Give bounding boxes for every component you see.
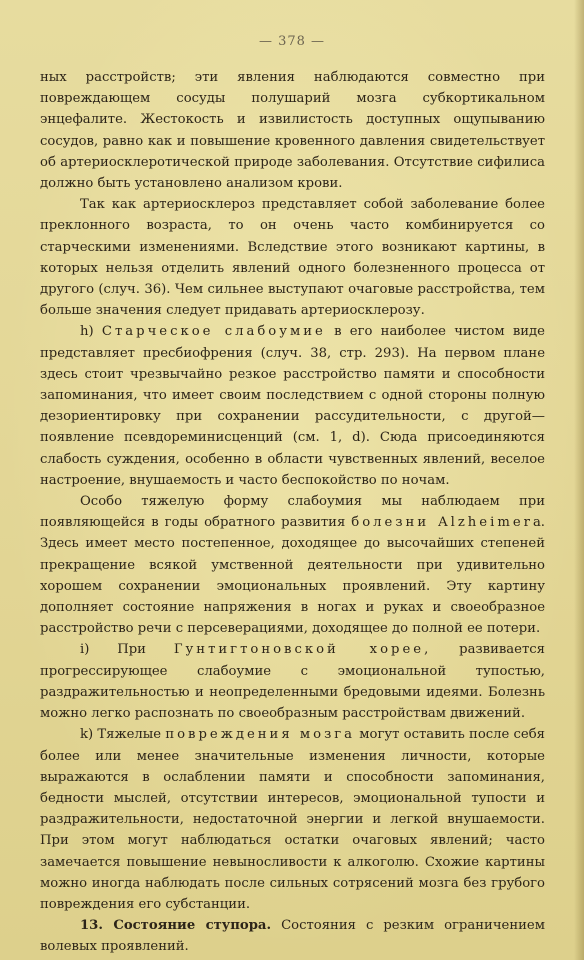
paragraph-text-after: а. Здесь имеет место постепенное, доходящее до высочайших степеней прекращение всякой умственной деятельности при удивительно хорошем сохранении эмоциональных проявлений. Эту картину дополняет состояние напряжения в ногах и руках и своеобразное расстройство речи с персеверациями, доходящее до полной ее потери. bbox=[40, 515, 545, 637]
spaced-term: болезни Alzheimer bbox=[351, 515, 533, 531]
paragraph-text: Состояния с резким ограничением волевых проявлений. bbox=[40, 918, 545, 955]
spaced-term: Старческое слабоумие bbox=[101, 324, 326, 340]
item-label: k) Тяжелые bbox=[80, 727, 162, 743]
paragraph-text: в его наиболее чистом виде представляет пресбиофрения (случ. 38, стр. 293). На первом плане здесь стоит чрезвычайно резкое расстройство памяти и способности запоминания, что имеет своим последствием с одной стороны полную дезориентировку при сохранении рассудительности, с другой—появление псевдореминисценций (см. 1, d). Сюда присоединяются слабость суждения, особенно в области чувственных явлений, веселое настроение, внушаемость и часто беспокойство по ночам. bbox=[40, 324, 545, 488]
item-label: i) При bbox=[80, 642, 146, 658]
paragraph-text: Так как артериосклероз представляет собой заболевание более преклонного возраста, то он очень часто комбинируется со старческими изменениями. Вследствие этого возникают картины, в которых нельзя отделить явлений одного болезненного процесса от другого (случ. 36). Чем сильнее выступают очаговые расстройства, тем больше значения следует придавать артериосклерозу. bbox=[40, 197, 545, 319]
paragraph-brain-injury bbox=[40, 724, 545, 915]
spaced-term: повреждения мозга bbox=[165, 727, 356, 743]
item-label: h) bbox=[80, 324, 94, 340]
paragraph-arteriosclerosis bbox=[40, 194, 545, 321]
paragraph-text: могут оставить после себя более или менее значительные изменения личности, которые выражаются в ослаблении памяти и способности запоминания, бедности мыслей, отсутствии интересов, эмоциональной тупости и раздражительности, недостаточной энергии и легкой внушаемости. При этом могут наблюдаться остатки очаговых явлений; часто замечается повышение невыносливости к алкоголю. Схожие картины можно иногда наблюдать после сильных сотрясений мозга без грубого повреждения его субстанции. bbox=[40, 727, 545, 912]
spaced-term: Гунтигтоновской хорее, bbox=[173, 642, 432, 658]
paragraph-huntington bbox=[40, 639, 545, 724]
page-number: — 378 — bbox=[258, 34, 326, 49]
page-edge-shadow bbox=[574, 0, 584, 960]
paragraph-stupor bbox=[40, 915, 545, 957]
paragraph-text-before: Особо тяжелую форму слабоумия мы наблюдаем при появляющейся в годы обратного развития bbox=[40, 494, 545, 531]
paragraph-text: ных расстройств; эти явления наблюдаются совместно при повреждающем сосуды полушарий мозга субкортикальном энцефалите. Жестокость и извилистость доступных ощупыванию сосудов, равно как и повышение кровенного давления свидетельствует об артериосклеротической природе заболевания. Отсутствие сифилиса должно быть установлено анализом крови. bbox=[40, 70, 545, 192]
section-heading: 13. Состояние ступора. bbox=[80, 918, 272, 934]
body-text bbox=[40, 67, 545, 958]
paragraph-text: развивается прогрессирующее слабоумие с эмоциональной тупостью, раздражительностью и неопределенными бредовыми идеями. Болезнь можно легко распознать по своеобразным расстройствам движений. bbox=[40, 642, 545, 722]
paragraph-senile-dementia bbox=[40, 321, 545, 491]
paragraph-alzheimer bbox=[40, 491, 545, 639]
paragraph-continuation bbox=[40, 67, 545, 194]
